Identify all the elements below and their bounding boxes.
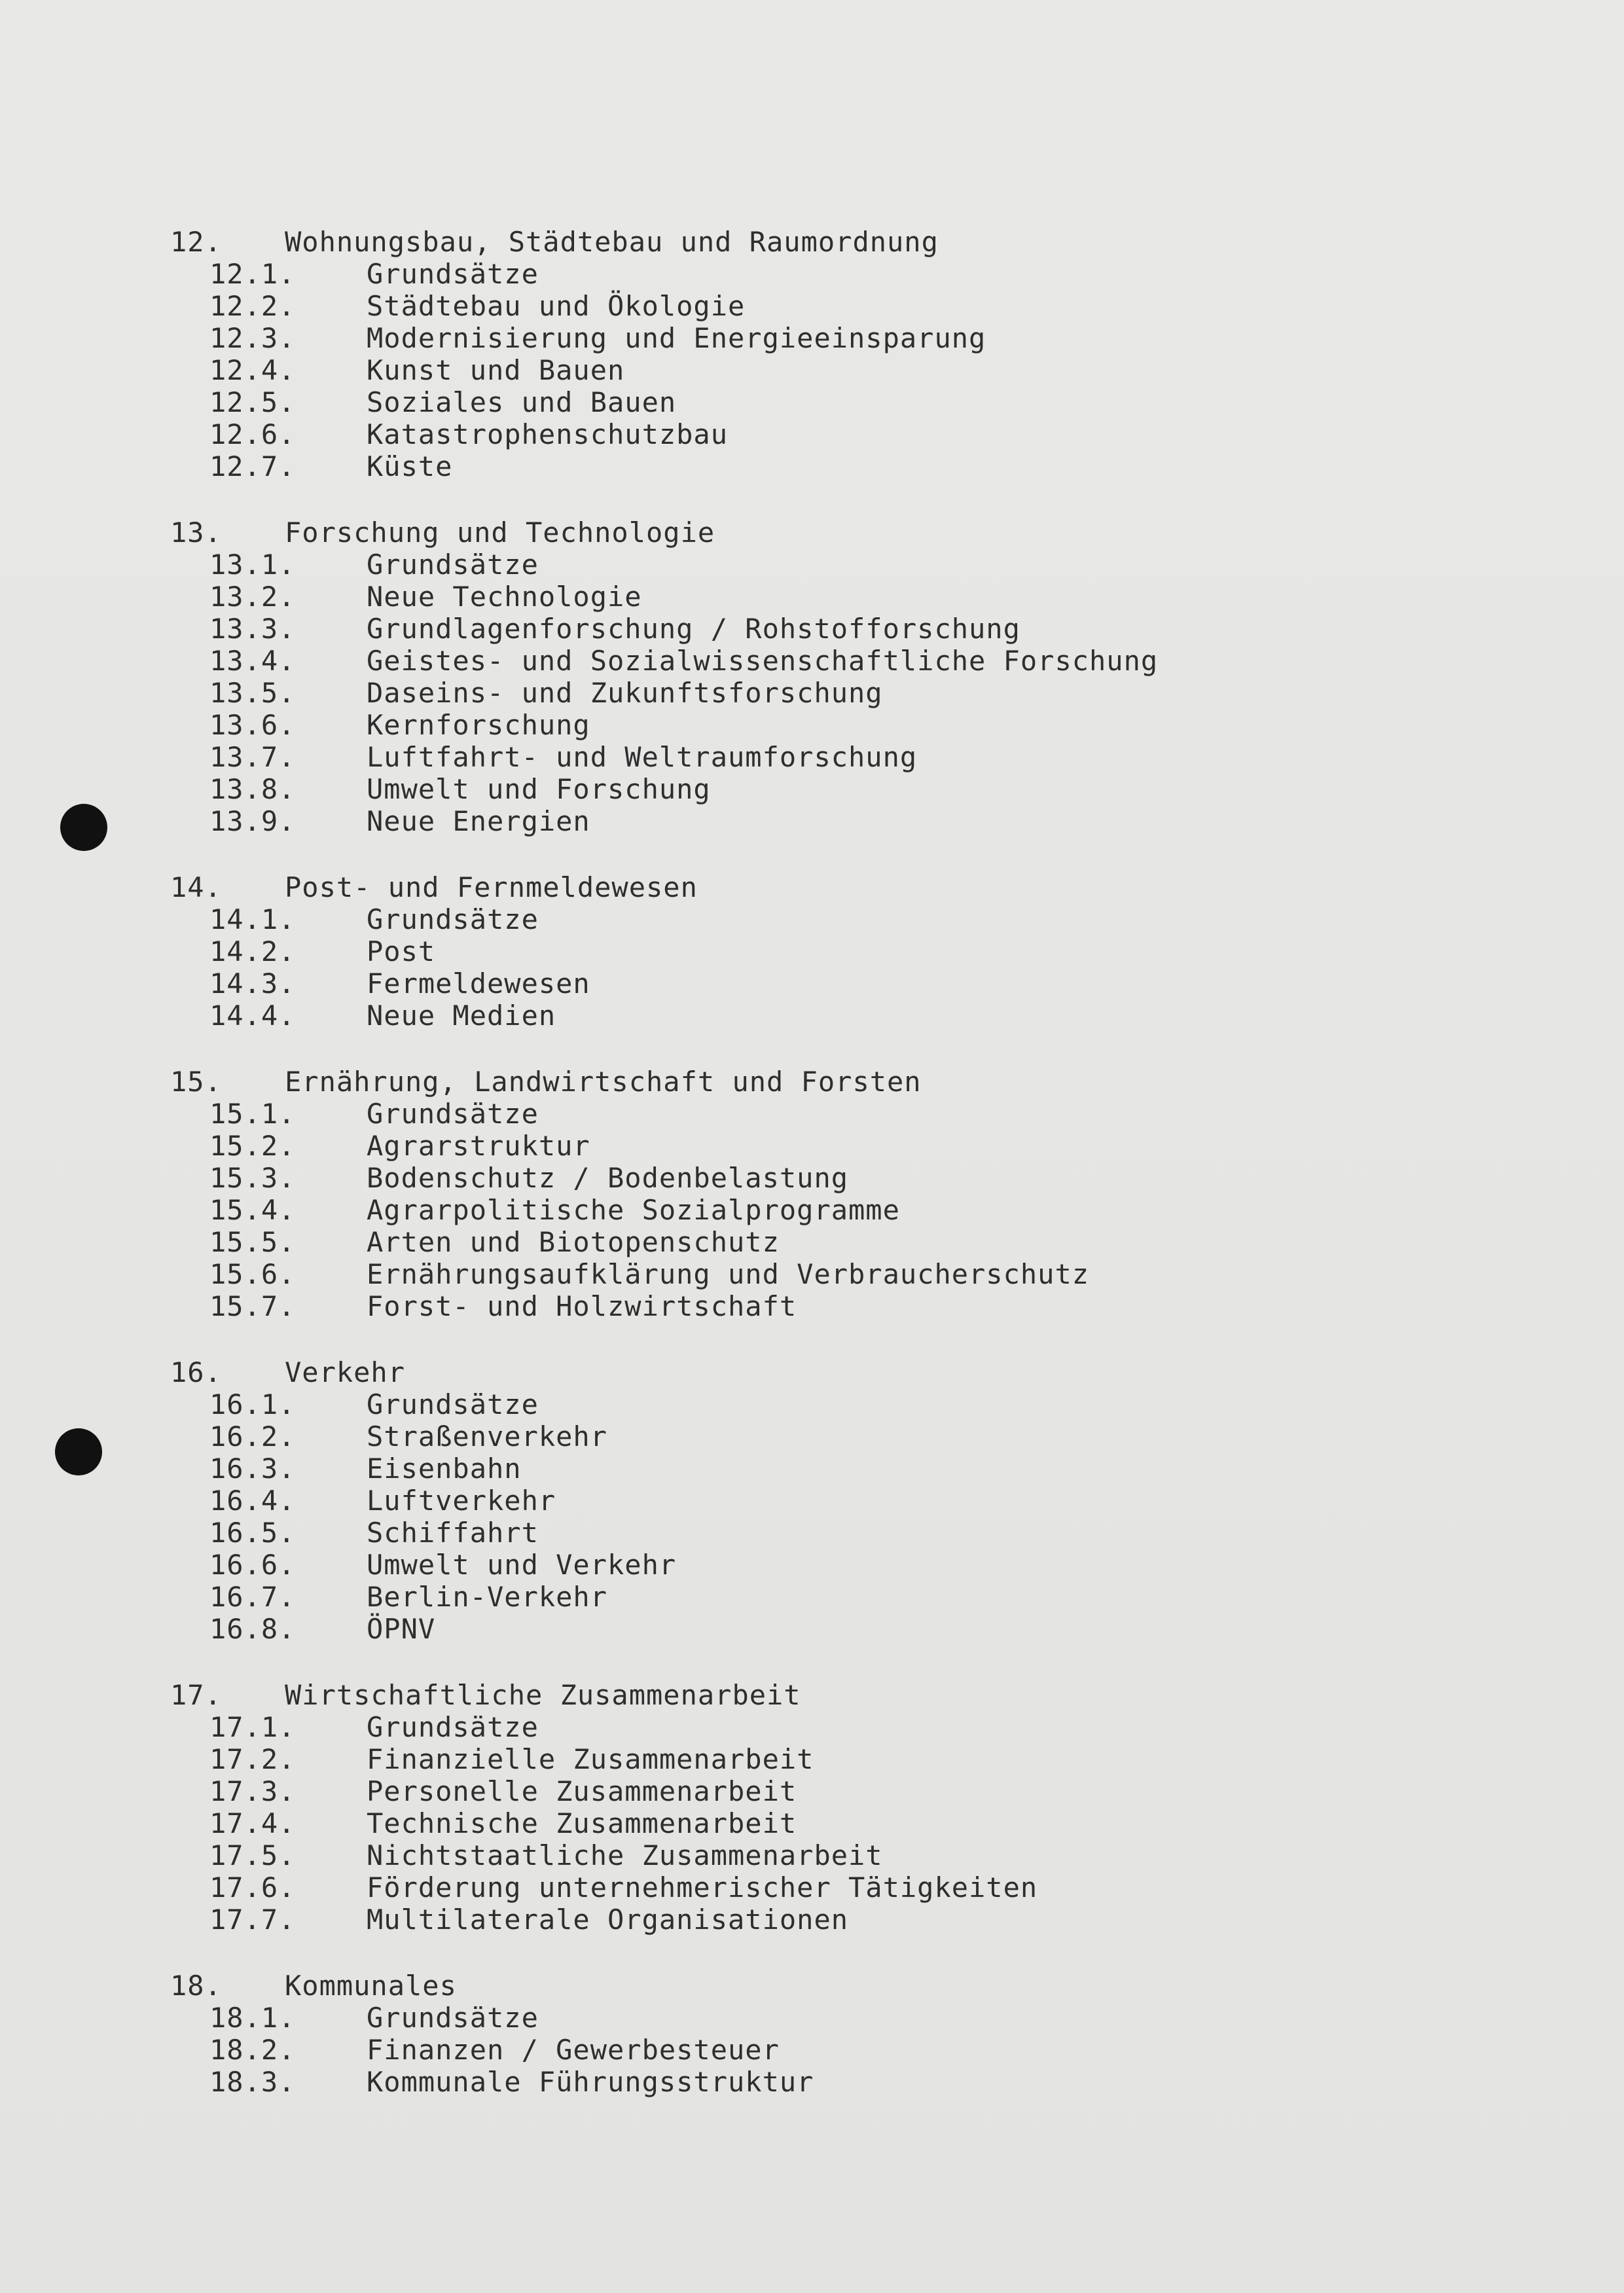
subsection-title: ÖPNV: [367, 1613, 436, 1645]
subsection-item: [147, 1904, 1522, 1936]
section-number: 14.: [170, 871, 222, 903]
subsection-title: Förderung unternehmerischer Tätigkeiten: [367, 1871, 1038, 1904]
subsection-number: 18.3.: [209, 2066, 296, 2098]
subsection-title: Bodenschutz / Bodenbelastung: [367, 1162, 849, 1194]
subsection-number: 13.1.: [209, 549, 296, 581]
subsection-number: 14.2.: [209, 935, 296, 967]
subsection-item: [147, 1581, 1522, 1613]
section-number: 18.: [170, 1970, 222, 2002]
subsection-number: 15.7.: [209, 1290, 296, 1322]
subsection-number: 17.6.: [209, 1871, 296, 1904]
subsection-title: Kunst und Bauen: [367, 354, 625, 386]
subsection-number: 17.1.: [209, 1711, 296, 1743]
subsection-number: 16.7.: [209, 1581, 296, 1613]
section-title: Wirtschaftliche Zusammenarbeit: [285, 1679, 801, 1711]
subsection-number: 16.5.: [209, 1517, 296, 1549]
subsection-title: Grundsätze: [367, 258, 539, 290]
subsection-item: [147, 645, 1522, 677]
subsection-item: [147, 2002, 1522, 2034]
table-of-contents: [147, 226, 1522, 2132]
toc-section: [147, 1970, 1522, 2098]
subsection-number: 13.5.: [209, 677, 296, 709]
subsection-item: [147, 386, 1522, 418]
subsection-item: [147, 903, 1522, 935]
section-number: 12.: [170, 226, 222, 258]
subsection-item: [147, 1420, 1522, 1453]
subsection-title: Arten und Biotopenschutz: [367, 1226, 780, 1258]
section-title: Forschung und Technologie: [285, 516, 715, 549]
subsection-title: Küste: [367, 450, 453, 482]
section-number: 17.: [170, 1679, 222, 1711]
punch-hole: [55, 1428, 102, 1475]
subsection-item: [147, 1775, 1522, 1807]
subsection-title: Straßenverkehr: [367, 1420, 608, 1453]
subsection-item: [147, 450, 1522, 482]
subsection-number: 16.8.: [209, 1613, 296, 1645]
subsection-title: Finanzielle Zusammenarbeit: [367, 1743, 814, 1775]
subsection-item: [147, 613, 1522, 645]
subsection-item: [147, 1871, 1522, 1904]
subsection-item: [147, 1290, 1522, 1322]
subsection-number: 15.1.: [209, 1098, 296, 1130]
subsection-title: Modernisierung und Energieeinsparung: [367, 322, 986, 354]
subsection-title: Grundsätze: [367, 1711, 539, 1743]
subsection-item: [147, 581, 1522, 613]
subsection-item: [147, 1162, 1522, 1194]
subsection-title: Grundsätze: [367, 1388, 539, 1420]
toc-section: [147, 1356, 1522, 1645]
subsection-number: 17.5.: [209, 1839, 296, 1871]
subsection-number: 13.3.: [209, 613, 296, 645]
subsection-number: 15.3.: [209, 1162, 296, 1194]
subsection-title: Schiffahrt: [367, 1517, 539, 1549]
subsection-number: 12.6.: [209, 418, 296, 450]
section-title: Kommunales: [285, 1970, 457, 2002]
subsection-number: 16.1.: [209, 1388, 296, 1420]
subsection-number: 13.8.: [209, 773, 296, 805]
subsection-item: [147, 549, 1522, 581]
subsection-number: 15.5.: [209, 1226, 296, 1258]
subsection-title: Finanzen / Gewerbesteuer: [367, 2034, 780, 2066]
subsection-number: 13.7.: [209, 741, 296, 773]
subsection-item: [147, 677, 1522, 709]
subsection-number: 18.1.: [209, 2002, 296, 2034]
section-heading: [147, 1970, 1522, 2002]
subsection-item: [147, 290, 1522, 322]
subsection-number: 15.6.: [209, 1258, 296, 1290]
section-number: 13.: [170, 516, 222, 549]
subsection-title: Luftfahrt- und Weltraumforschung: [367, 741, 918, 773]
subsection-title: Grundsätze: [367, 549, 539, 581]
section-title: Verkehr: [285, 1356, 406, 1388]
subsection-item: [147, 1549, 1522, 1581]
toc-section: [147, 871, 1522, 1032]
section-heading: [147, 1679, 1522, 1711]
subsection-number: 17.3.: [209, 1775, 296, 1807]
subsection-item: [147, 322, 1522, 354]
subsection-number: 12.2.: [209, 290, 296, 322]
subsection-number: 12.1.: [209, 258, 296, 290]
subsection-number: 12.7.: [209, 450, 296, 482]
subsection-item: [147, 418, 1522, 450]
toc-section: [147, 516, 1522, 837]
subsection-item: [147, 967, 1522, 1000]
subsection-title: Grundlagenforschung / Rohstofforschung: [367, 613, 1020, 645]
subsection-number: 14.1.: [209, 903, 296, 935]
subsection-title: Kernforschung: [367, 709, 590, 741]
subsection-title: Personelle Zusammenarbeit: [367, 1775, 797, 1807]
section-heading: [147, 1066, 1522, 1098]
subsection-title: Ernährungsaufklärung und Verbraucherschutz: [367, 1258, 1090, 1290]
section-heading: [147, 1356, 1522, 1388]
subsection-number: 17.7.: [209, 1904, 296, 1936]
toc-section: [147, 226, 1522, 482]
subsection-item: [147, 1194, 1522, 1226]
subsection-item: [147, 1613, 1522, 1645]
subsection-item: [147, 805, 1522, 837]
subsection-title: Luftverkehr: [367, 1485, 556, 1517]
subsection-number: 13.6.: [209, 709, 296, 741]
subsection-item: [147, 935, 1522, 967]
subsection-item: [147, 1711, 1522, 1743]
subsection-title: Neue Technologie: [367, 581, 642, 613]
subsection-item: [147, 1485, 1522, 1517]
subsection-title: Fermeldewesen: [367, 967, 590, 1000]
subsection-item: [147, 1517, 1522, 1549]
subsection-title: Berlin-Verkehr: [367, 1581, 608, 1613]
subsection-number: 17.4.: [209, 1807, 296, 1839]
subsection-item: [147, 1130, 1522, 1162]
subsection-number: 13.4.: [209, 645, 296, 677]
subsection-title: Daseins- und Zukunftsforschung: [367, 677, 883, 709]
subsection-title: Kommunale Führungsstruktur: [367, 2066, 814, 2098]
subsection-title: Post: [367, 935, 436, 967]
subsection-title: Soziales und Bauen: [367, 386, 677, 418]
subsection-item: [147, 258, 1522, 290]
section-heading: [147, 871, 1522, 903]
subsection-item: [147, 1226, 1522, 1258]
subsection-number: 12.5.: [209, 386, 296, 418]
subsection-title: Umwelt und Verkehr: [367, 1549, 677, 1581]
subsection-item: [147, 1098, 1522, 1130]
subsection-number: 16.6.: [209, 1549, 296, 1581]
subsection-item: [147, 1839, 1522, 1871]
subsection-title: Forst- und Holzwirtschaft: [367, 1290, 797, 1322]
subsection-number: 16.4.: [209, 1485, 296, 1517]
subsection-number: 15.4.: [209, 1194, 296, 1226]
subsection-title: Katastrophenschutzbau: [367, 418, 729, 450]
subsection-title: Nichtstaatliche Zusammenarbeit: [367, 1839, 883, 1871]
subsection-title: Technische Zusammenarbeit: [367, 1807, 797, 1839]
subsection-number: 16.2.: [209, 1420, 296, 1453]
subsection-item: [147, 1388, 1522, 1420]
subsection-title: Agrarpolitische Sozialprogramme: [367, 1194, 900, 1226]
subsection-title: Eisenbahn: [367, 1453, 522, 1485]
subsection-item: [147, 1000, 1522, 1032]
toc-section: [147, 1679, 1522, 1936]
subsection-number: 12.4.: [209, 354, 296, 386]
subsection-title: Neue Medien: [367, 1000, 556, 1032]
subsection-title: Multilaterale Organisationen: [367, 1904, 849, 1936]
subsection-number: 13.2.: [209, 581, 296, 613]
subsection-item: [147, 741, 1522, 773]
section-title: Wohnungsbau, Städtebau und Raumordnung: [285, 226, 939, 258]
subsection-title: Grundsätze: [367, 2002, 539, 2034]
section-heading: [147, 226, 1522, 258]
subsection-item: [147, 1807, 1522, 1839]
punch-hole: [60, 804, 107, 851]
section-number: 16.: [170, 1356, 222, 1388]
subsection-item: [147, 1743, 1522, 1775]
subsection-number: 13.9.: [209, 805, 296, 837]
subsection-number: 14.3.: [209, 967, 296, 1000]
section-title: Ernährung, Landwirtschaft und Forsten: [285, 1066, 922, 1098]
subsection-item: [147, 1258, 1522, 1290]
subsection-title: Städtebau und Ökologie: [367, 290, 746, 322]
subsection-item: [147, 2066, 1522, 2098]
section-title: Post- und Fernmeldewesen: [285, 871, 698, 903]
subsection-title: Agrarstruktur: [367, 1130, 590, 1162]
subsection-item: [147, 1453, 1522, 1485]
subsection-item: [147, 773, 1522, 805]
subsection-number: 17.2.: [209, 1743, 296, 1775]
section-number: 15.: [170, 1066, 222, 1098]
subsection-title: Geistes- und Sozialwissenschaftliche Forschung: [367, 645, 1159, 677]
subsection-item: [147, 709, 1522, 741]
subsection-number: 14.4.: [209, 1000, 296, 1032]
subsection-title: Grundsätze: [367, 1098, 539, 1130]
subsection-item: [147, 354, 1522, 386]
subsection-number: 12.3.: [209, 322, 296, 354]
subsection-number: 15.2.: [209, 1130, 296, 1162]
subsection-number: 16.3.: [209, 1453, 296, 1485]
subsection-title: Grundsätze: [367, 903, 539, 935]
subsection-title: Umwelt und Forschung: [367, 773, 711, 805]
section-heading: [147, 516, 1522, 549]
subsection-title: Neue Energien: [367, 805, 590, 837]
toc-section: [147, 1066, 1522, 1322]
subsection-item: [147, 2034, 1522, 2066]
subsection-number: 18.2.: [209, 2034, 296, 2066]
